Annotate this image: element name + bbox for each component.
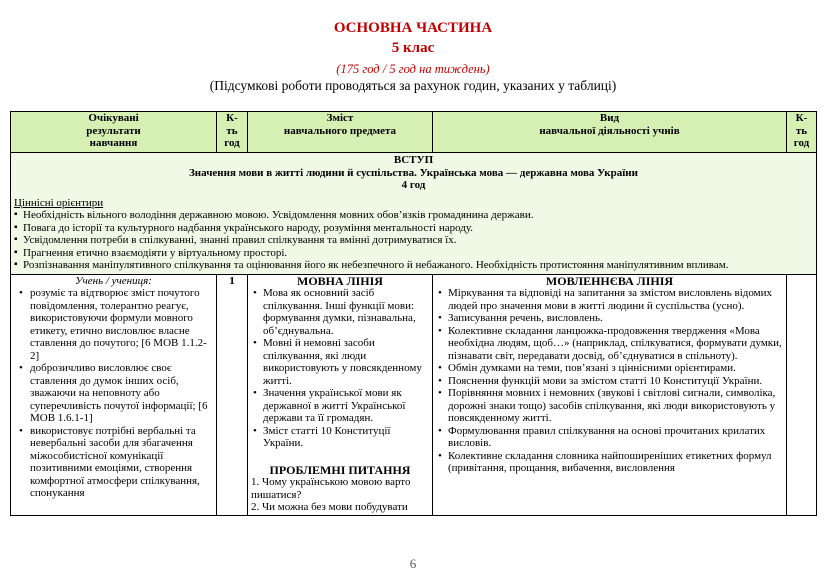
activity-item: • Обмін думками на теми, пов’язані з ціннісними орієнтирами. bbox=[436, 362, 783, 375]
col-header-activity: Вид навчальної діяльності учнів bbox=[433, 112, 787, 153]
activity-item: • Порівняння мовних і немовних (звукові і світлові сигнали, символіка, дорожні знаки тощо) засобів спілкування, які люди використовують у повсякденному житті. bbox=[436, 387, 783, 425]
student-label: Учень / учениця: bbox=[75, 274, 152, 287]
activity-cell bbox=[433, 274, 787, 515]
intro-section-title: ВСТУП bbox=[393, 154, 434, 166]
values-item: ▪ Прагнення етично взаємодіяти у віртуальному просторі. bbox=[14, 247, 813, 260]
content-item: • Мова як основний засіб спілкування. Інші функції мови: формування думки, пізнавальна, об’єднувальна. bbox=[251, 287, 429, 337]
activity-item: • Пояснення функцій мови за змістом статті 10 Конституції України. bbox=[436, 375, 783, 388]
problem-item: 1. Чому українською мовою варто пишатися? bbox=[251, 476, 411, 501]
lesson-row bbox=[11, 274, 817, 515]
result-item: • доброзичливо висловлює своє ставлення до думок інших осіб, зважаючи на неповноту або суперечливість почутої інформації; [6 МОВ 1.6.1-1] bbox=[14, 362, 213, 425]
hours-subtitle: (175 год / 5 год на тиждень) bbox=[336, 62, 490, 76]
problem-item: 2. Чи можна без мови побудувати bbox=[251, 501, 408, 513]
problems-list bbox=[251, 476, 429, 514]
content-cell bbox=[248, 274, 433, 515]
intro-topic: Значення мови в житті людини й суспільства. Українська мова — державна мова України bbox=[189, 166, 638, 179]
values-item: ▪ Необхідність вільного володіння державною мовою. Усвідомлення мовних обов’язків громадянина держави. bbox=[14, 209, 813, 222]
activity-heading: МОВЛЕННЄВА ЛІНІЯ bbox=[545, 274, 674, 288]
page-title: ОСНОВНА ЧАСТИНА bbox=[333, 20, 493, 36]
content-heading: МОВНА ЛІНІЯ bbox=[297, 274, 383, 288]
activity-item: • Колективне складання словника найпоширеніших етикетних формул (привітання, прощання, вибачення, висловлення bbox=[436, 450, 783, 475]
content-item: • Значення української мови як державної в житті Української держави та її громадян. bbox=[251, 387, 429, 425]
values-item: ▪ Повага до історії та культурного надбання українського народу, розуміння ментальності народу. bbox=[14, 222, 813, 235]
col-header-hours-2: К- ть год bbox=[787, 112, 817, 153]
content-item: • Зміст статті 10 Конституції України. bbox=[251, 425, 429, 450]
activity-item: • Записування речень, висловлень. bbox=[436, 312, 783, 325]
hours-cell-2 bbox=[787, 274, 817, 515]
result-item: • розуміє та відтворює зміст почутого повідомлення, толерантно реагує, використовуючи формули мовного етикету, етично висловлює власне ставлення до почутого; [6 МОВ 1.1.2-2] bbox=[14, 287, 213, 362]
intro-row bbox=[11, 153, 817, 275]
table-header-row bbox=[11, 112, 817, 153]
note-text: (Підсумкові роботи проводяться за рахунок годин, указаних у таблиці) bbox=[209, 78, 617, 93]
activity-item: • Міркування та відповіді на запитання за змістом висловлень відомих людей про значення мови в житті людини й суспільства (усно). bbox=[436, 287, 783, 312]
page-number: 6 bbox=[409, 556, 417, 571]
values-item: ▪ Усвідомлення потреби в спілкуванні, знанні правил спілкування та вмінні дотримуватися їх. bbox=[14, 234, 813, 247]
values-item: ▪ Розпізнавання маніпулятивного спілкування та оцінювання його як небезпечного й небажаного. Необхідність протистояння маніпулятивним впливам. bbox=[14, 259, 813, 272]
results-list bbox=[14, 287, 213, 500]
activity-item: • Колективне складання ланцюжка-продовження твердження «Мова необхідна людям, щоб…» (наприклад, спілкуватися, формувати думки, пізнавати світ, передавати досвід, об’єднуватися в спільноту). bbox=[436, 325, 783, 363]
problems-heading: ПРОБЛЕМНІ ПИТАННЯ bbox=[269, 462, 411, 477]
values-heading: Ціннісні орієнтири bbox=[14, 196, 104, 209]
intro-hours: 4 год bbox=[401, 179, 426, 191]
activity-item: • Формулювання правил спілкування на основі прочитаних крилатих висловів. bbox=[436, 425, 783, 450]
activity-list bbox=[436, 287, 783, 475]
values-list bbox=[14, 209, 813, 272]
result-item: • використовує потрібні вербальні та невербальні засоби для збагачення міжособистісної комунікації позитивними емоціями, створення комфортної атмосфери спілкування, спонукання bbox=[14, 425, 213, 500]
grade-heading: 5 клас bbox=[391, 40, 435, 56]
col-header-hours: К- ть год bbox=[217, 112, 248, 153]
curriculum-table bbox=[10, 111, 817, 516]
content-list bbox=[251, 287, 429, 450]
results-cell bbox=[11, 274, 217, 515]
intro-cell bbox=[11, 153, 817, 275]
content-item: • Мовні й немовні засоби спілкування, які люди використовують у повсякденному житті. bbox=[251, 337, 429, 387]
col-header-content: Зміст навчального предмета bbox=[248, 112, 433, 153]
hours-cell: 1 bbox=[217, 274, 248, 515]
col-header-expected: Очікувані результати навчання bbox=[11, 112, 217, 153]
